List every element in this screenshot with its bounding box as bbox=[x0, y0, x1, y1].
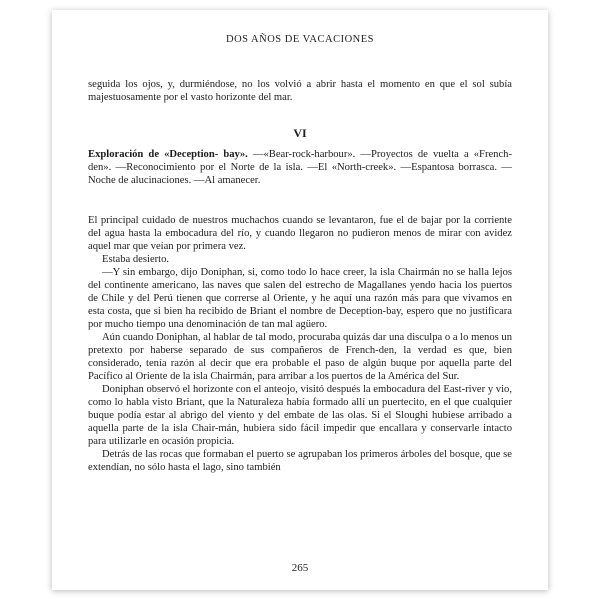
continued-paragraph bbox=[88, 78, 512, 104]
chapter-summary bbox=[88, 148, 512, 187]
summary-rest: —«Bear-rock-harbour». —Proyectos de vuelta a «French-den». —Reconocimiento por el Norte de la isla. —El «North-creek». —Espantosa borrasca. —Noche de alucinaciones. —Al amanecer. bbox=[88, 149, 512, 186]
book-page bbox=[52, 10, 548, 590]
paragraph: —Y sin embargo, dijo Doniphan, si, como todo lo hace creer, la isla Chairmán no se halla lejos del continente americano, las naves que salen del estrecho de Magallanes yendo hacia los puertos de Chile y del Perú tienen que correrse al Oriente, y he aquí una razón más para que vivamos en esta costa, que si bien ha recibido de Briant el nombre de Deception-bay, espero que no justificara por mucho tiempo una denominación de tan mal agüero. bbox=[88, 267, 512, 330]
summary-lead: Exploración de «Deception- bay». bbox=[88, 149, 248, 160]
paragraph: Aún cuando Doniphan, al hablar de tal modo, procuraba quizás dar una disculpa o a lo menos un pretexto por haberse separado de sus compañeros de French-den, la verdad es que, bien considerado, tenía razón al decir que era probable el paso de algún buque por aquella parte del Pacífico al Oriente de la isla Chairmán, para arribar a los puertos de la América del Sur. bbox=[88, 332, 512, 382]
chapter-body bbox=[88, 214, 512, 474]
chapter-number: VI bbox=[293, 126, 307, 140]
paragraph: seguida los ojos, y, durmiéndose, no los volvió a abrir hasta el momento en que el sol subía majestuosamente por el vasto horizonte del mar. bbox=[88, 79, 512, 103]
running-header: DOS AÑOS DE VACACIONES bbox=[225, 34, 374, 45]
paragraph: Doniphan observó el horizonte con el anteojo, visitó después la embocadura del East-river y vio, como lo habla visto Briant, que la Naturaleza había formado allí un puertecito, en el que cualquier buque podía estar al abrigo del viento y del embate de las olas. Si el Sloughi hubiese arribado a aquella parte de la isla Chair-mán, hubiera sido fácil impedir que encallara y conservarle intacto para utilizarle en ocasión propicia. bbox=[88, 384, 512, 447]
paragraph: Detrás de las rocas que formaban el puerto se agrupaban los primeros árboles del bosque, que se extendían, no sólo hasta el lago, sino también bbox=[88, 449, 512, 473]
paragraph: El principal cuidado de nuestros muchachos cuando se levantaron, fue el de bajar por la corriente del agua hasta la embocadura del río, y cuando llegaron no pudieron menos de mirar con avidez aquel mar que veían por primera vez. bbox=[88, 215, 512, 252]
page-number: 265 bbox=[291, 562, 309, 574]
paragraph: Estaba desierto. bbox=[102, 254, 170, 265]
